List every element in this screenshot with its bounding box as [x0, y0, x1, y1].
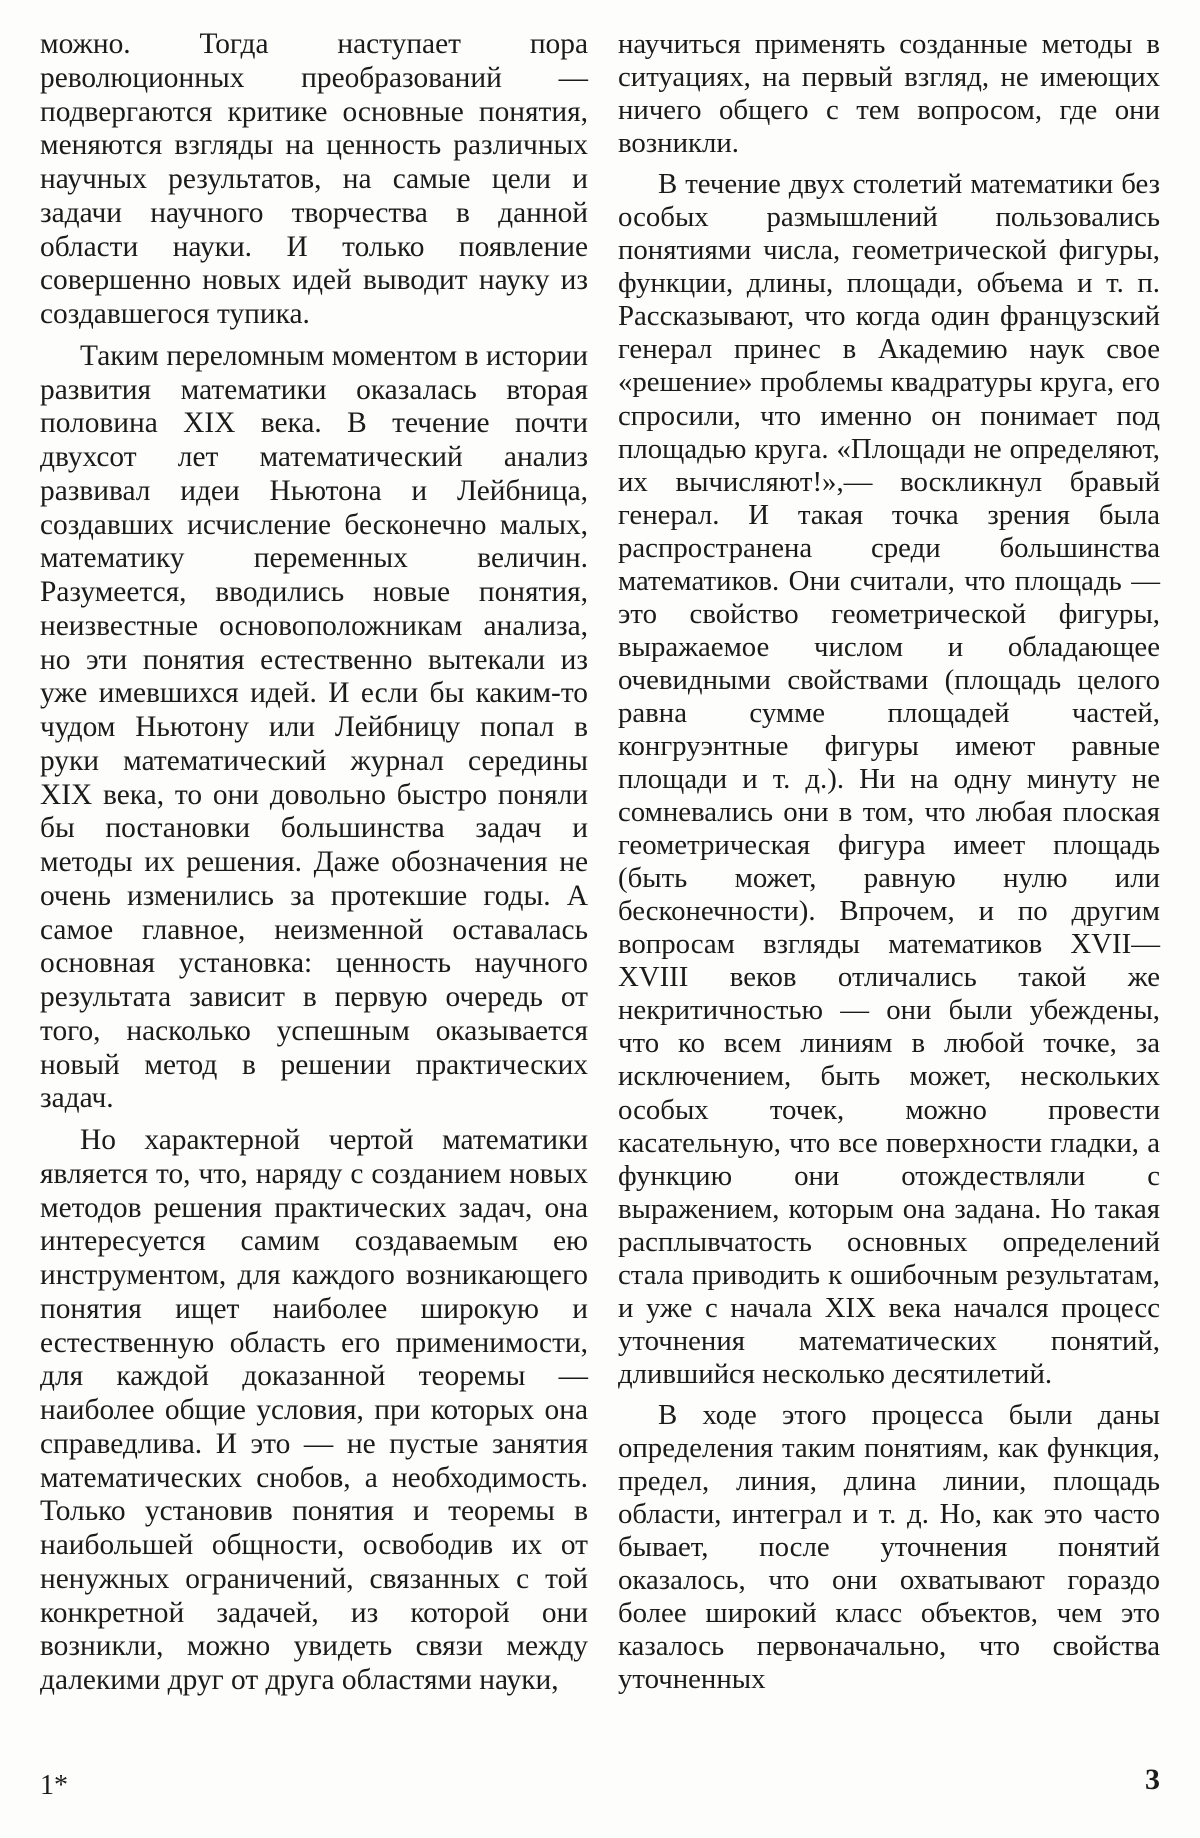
right-column [618, 28, 1160, 1696]
signature-mark: 1* [40, 1770, 68, 1801]
paragraph: В ходе этого процесса были даны определения таким понятиям, как функция, предел, линия, длина линии, площадь области, интеграл и т. д. Но, как это часто бывает, после уточнения понятий оказалось, что они охватывают гораздо более широкий класс объектов, чем это казалось первоначально, что свойства уточненных [618, 1398, 1160, 1696]
paragraph: Но характерной чертой математики является то, что, наряду с созданием новых методов решения практических задач, она интересуется самим создаваемым ею инструментом, для каждого возникающего понятия ищет наиболее широкую и естественную область его применимости, для каждой доказанной теоремы — наиболее общие условия, при которых она справедлива. И это — не пустые занятия математических снобов, а необходимость. Только установив понятия и теоремы в наибольшей общности, освободив их от ненужных ограничений, связанных с той конкретной задачей, из которой они возникли, можно увидеть связи между далекими друг от друга областями науки, [40, 1124, 588, 1696]
paragraph: Таким переломным моментом в истории развития математики оказалась вторая половина XIX века. В течение почти двухсот лет математический анализ развивал идеи Ньютона и Лейбница, создавших исчисление бесконечно малых, математику переменных величин. Разумеется, вводились новые понятия, неизвестные основоположникам анализа, но эти понятия естественно вытекали из уже имевшихся идей. И если бы каким-то чудом Ньютону или Лейбницу попал в руки математический журнал середины XIX века, то они довольно быстро поняли бы постановки большинства задач и методы их решения. Даже обозначения не очень изменились за протекшие годы. А самое главное, неизменной оставалась основная установка: ценность научного результата зависит в первую очередь от того, насколько успешным оказывается новый метод в решении практических задач. [40, 339, 588, 1115]
left-column [40, 28, 588, 1698]
page-number: 3 [1145, 1763, 1160, 1796]
paragraph: В течение двух столетий математики без особых размышлений пользовались понятиями числа, геометрической фигуры, функции, длины, площади, объема и т. п. Рассказывают, что когда один французский генерал принес в Академию наук свое «решение» проблемы квадратуры круга, его спросили, что именно он понимает под площадью круга. «Площади не определяют, их вычисляют!»,— воскликнул бравый генерал. И такая точка зрения была распространена среди большинства математиков. Они считали, что площадь — это свойство геометрической фигуры, выражаемое числом и обладающее очевидными свойствами (площадь целого равна сумме площадей частей, конгруэнтные фигуры имеют равные площади и т. д.). Ни на одну минуту не сомневались они в том, что любая плоская геометрическая фигура имеет площадь (быть может, равную нулю или бесконечности). Впрочем, и по другим вопросам взгляды математиков XVII—XVIII веков отличались такой же некритичностью — они были убеждены, что ко всем линиям в любой точке, за исключением, быть может, нескольких особых точек, можно провести касательную, что все поверхности гладки, а функцию они отождествляли с выражением, которым она задана. Но такая расплывчатость основных определений стала приводить к ошибочным результатам, и уже с начала XIX века начался процесс уточнения математических понятий, длившийся несколько десятилетий. [618, 168, 1160, 1390]
paragraph: можно. Тогда наступает пора революционных преобразований — подвергаются критике основные понятия, меняются взгляды на ценность различных научных результатов, на самые цели и задачи научного творчества в данной области науки. И только появление совершенно новых идей выводит науку из создавшегося тупика. [40, 28, 588, 330]
paragraph: научиться применять созданные методы в ситуациях, на первый взгляд, не имеющих ничего общего с тем вопросом, где они возникли. [618, 28, 1160, 160]
